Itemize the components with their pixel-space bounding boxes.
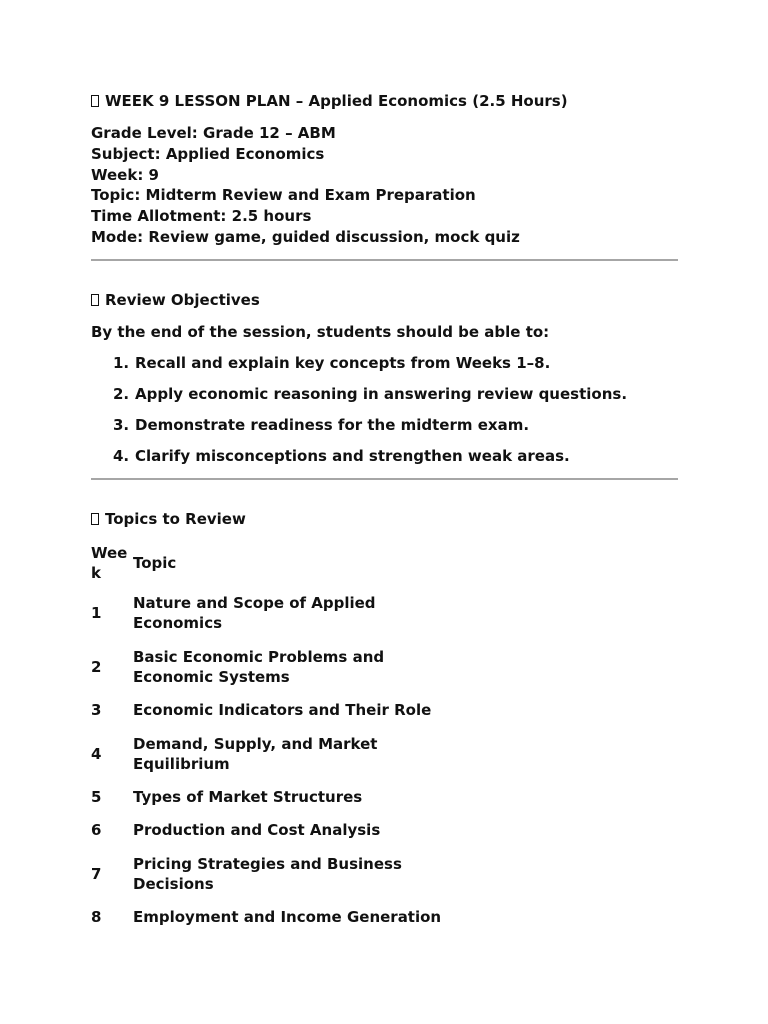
table-row	[91, 586, 453, 640]
list-item: 4. Clarify misconceptions and strengthen weak areas.	[113, 447, 570, 465]
meta-mode: Mode: Review game, guided discussion, mock quiz	[91, 227, 520, 246]
topic-cell: Demand, Supply, and Market Equilibrium	[133, 734, 378, 773]
topics-table	[91, 540, 453, 934]
topic-cell: Employment and Income Generation	[133, 908, 442, 927]
week-cell: 6	[91, 821, 102, 840]
week-cell: 5	[91, 788, 102, 807]
objectives-heading	[91, 290, 260, 310]
list-item: 3. Demonstrate readiness for the midterm exam.	[113, 416, 530, 434]
list-item: 2. Apply economic reasoning in answering review questions.	[113, 385, 628, 403]
table-row	[91, 814, 453, 847]
meta-week: Week: 9	[91, 165, 159, 184]
week-cell: 2	[91, 657, 102, 676]
topic-cell: Pricing Strategies and Business Decisions	[133, 854, 402, 893]
table-header-row	[91, 540, 453, 586]
book-icon	[91, 513, 99, 525]
table-row	[91, 727, 453, 781]
table-row	[91, 901, 453, 934]
topic-cell: Basic Economic Problems and Economic Systems	[133, 647, 385, 686]
objectives-intro: By the end of the session, students should be able to:	[91, 323, 550, 341]
target-icon	[91, 294, 99, 306]
topics-heading-text: Topics to Review	[105, 510, 246, 528]
table-row	[91, 847, 453, 901]
table-row	[91, 781, 453, 814]
lesson-plan-title	[91, 91, 568, 111]
objective-text: Recall and explain key concepts from Weeks 1–8.	[135, 354, 551, 372]
meta-subject: Subject: Applied Economics	[91, 144, 325, 163]
table-row	[91, 694, 453, 727]
week-cell: 7	[91, 864, 102, 883]
column-header-week: Week	[91, 543, 128, 582]
lesson-meta	[91, 123, 520, 248]
topic-cell: Production and Cost Analysis	[133, 821, 381, 840]
objective-text: Apply economic reasoning in answering review questions.	[135, 385, 628, 403]
topic-cell: Nature and Scope of Applied Economics	[133, 593, 376, 632]
document-icon	[91, 95, 99, 107]
week-cell: 1	[91, 603, 102, 622]
objectives-heading-text: Review Objectives	[105, 291, 260, 309]
meta-time-allotment: Time Allotment: 2.5 hours	[91, 207, 312, 226]
objective-text: Demonstrate readiness for the midterm exam.	[135, 416, 530, 434]
topic-cell: Types of Market Structures	[133, 788, 363, 807]
table-row	[91, 640, 453, 694]
divider	[91, 478, 678, 480]
divider	[91, 259, 678, 261]
week-cell: 4	[91, 744, 102, 763]
list-item: 1. Recall and explain key concepts from Weeks 1–8.	[113, 354, 551, 372]
topic-cell: Economic Indicators and Their Role	[133, 701, 432, 720]
topics-heading	[91, 509, 246, 529]
meta-topic: Topic: Midterm Review and Exam Preparation	[91, 186, 476, 205]
week-cell: 3	[91, 701, 102, 720]
week-cell: 8	[91, 908, 102, 927]
meta-grade-level: Grade Level: Grade 12 – ABM	[91, 124, 336, 142]
column-header-topic: Topic	[133, 553, 177, 572]
lesson-plan-title-text: WEEK 9 LESSON PLAN – Applied Economics (2.5 Hours)	[105, 92, 568, 110]
objective-text: Clarify misconceptions and strengthen weak areas.	[135, 447, 570, 465]
objectives-list	[113, 353, 627, 477]
